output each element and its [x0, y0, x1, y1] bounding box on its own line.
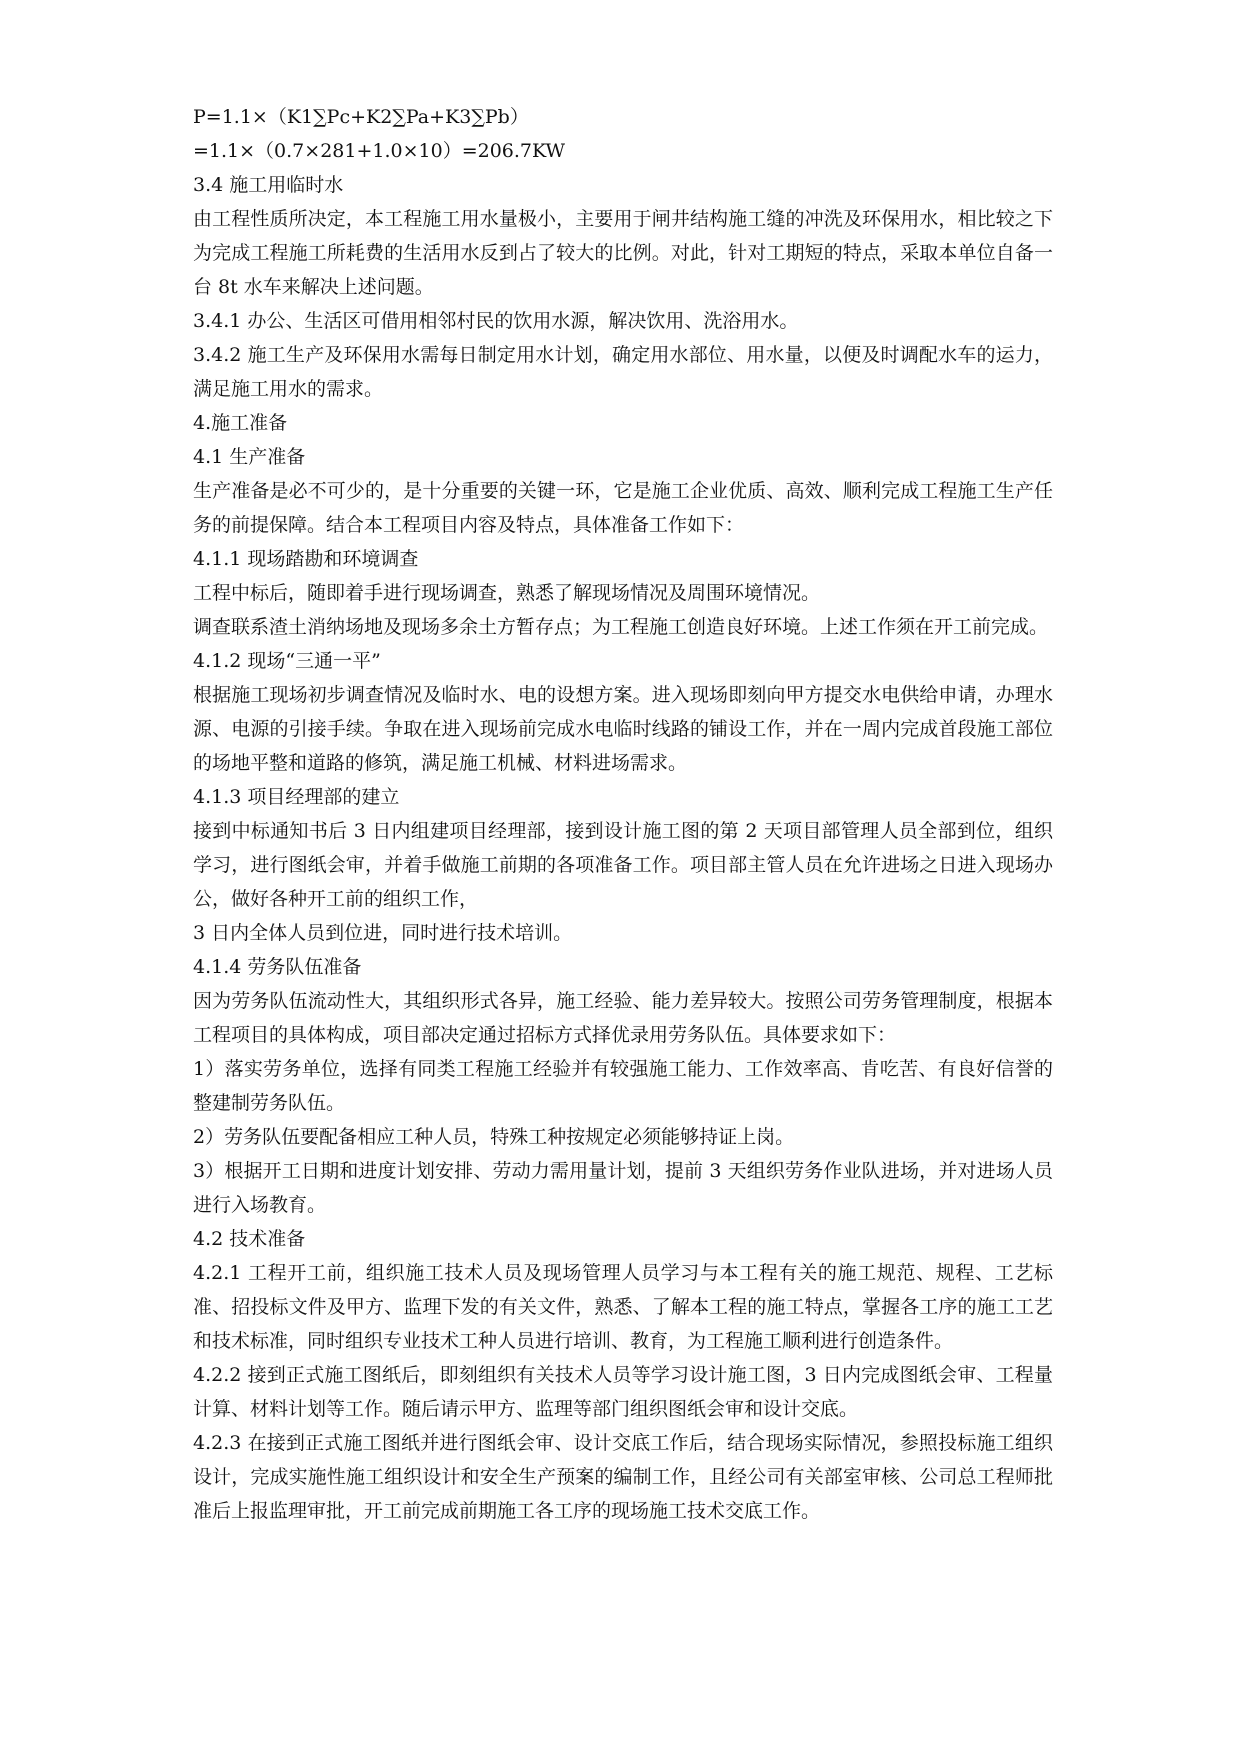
paragraph-site-survey-2: 调查联系渣土消纳场地及现场多余土方暂存点；为工程施工创造良好环境。上述工作须在开工前完成。 — [193, 616, 1049, 638]
formula-line-2: =1.1×（0.7×281+1.0×10）=206.7KW — [193, 140, 566, 162]
section-heading-4-1-3: 4.1.3 项目经理部的建立 — [193, 786, 400, 808]
section-heading-4: 4.施工准备 — [193, 412, 288, 434]
paragraph-labor-team: 因为劳务队伍流动性大，其组织形式各异，施工经验、能力差异较大。按照公司劳务管理制度，根据本工程项目的具体构成，项目部决定通过招标方式择优录用劳务队伍。具体要求如下： — [193, 990, 1053, 1046]
paragraph-water-intro: 由工程性质所决定，本工程施工用水量极小，主要用于闸井结构施工缝的冲洗及环保用水，相比较之下为完成工程施工所耗费的生活用水反到占了较大的比例。对此，针对工期短的特点，采取本单位自备一台 8t 水车来解决上述问题。 — [193, 208, 1053, 298]
section-heading-3-4: 3.4 施工用临时水 — [193, 174, 344, 196]
paragraph-project-dept: 接到中标通知书后 3 日内组建项目经理部，接到设计施工图的第 2 天项目部管理人员全部到位，组织学习，进行图纸会审，并着手做施工前期的各项准备工作。项目部主管人员在允许进场之日进入现场办公，做好各种开工前的组织工作， — [193, 820, 1053, 910]
document-page — [193, 100, 1053, 1528]
paragraph-4-2-3: 4.2.3 在接到正式施工图纸并进行图纸会审、设计交底工作后，结合现场实际情况，参照投标施工组织设计，完成实施性施工组织设计和安全生产预案的编制工作，且经公司有关部室审核、公司总工程师批准后上报监理审批，开工前完成前期施工各工序的现场施工技术交底工作。 — [193, 1432, 1053, 1522]
section-heading-4-1-1: 4.1.1 现场踏勘和环境调查 — [193, 548, 419, 570]
list-item-1: 1）落实劳务单位，选择有同类工程施工经验并有较强施工能力、工作效率高、肯吃苦、有良好信誉的整建制劳务队伍。 — [193, 1058, 1053, 1114]
section-heading-4-1-2: 4.1.2 现场“三通一平” — [193, 650, 381, 672]
paragraph-3-4-2: 3.4.2 施工生产及环保用水需每日制定用水计划，确定用水部位、用水量，以便及时调配水车的运力，满足施工用水的需求。 — [193, 344, 1053, 400]
paragraph-site-survey-1: 工程中标后，随即着手进行现场调查，熟悉了解现场情况及周围环境情况。 — [193, 582, 821, 604]
paragraph-production-prep: 生产准备是必不可少的，是十分重要的关键一环，它是施工企业优质、高效、顺利完成工程施工生产任务的前提保障。结合本工程项目内容及特点，具体准备工作如下： — [193, 480, 1053, 536]
formula-line-1: P=1.1×（K1∑Pc+K2∑Pa+K3∑Pb） — [193, 106, 529, 128]
paragraph-three-links: 根据施工现场初步调查情况及临时水、电的设想方案。进入现场即刻向甲方提交水电供给申请，办理水源、电源的引接手续。争取在进入现场前完成水电临时线路的铺设工作，并在一周内完成首段施工部位的场地平整和道路的修筑，满足施工机械、材料进场需求。 — [193, 684, 1053, 774]
list-item-3: 3）根据开工日期和进度计划安排、劳动力需用量计划，提前 3 天组织劳务作业队进场，并对进场人员进行入场教育。 — [193, 1160, 1053, 1216]
section-heading-4-1-4: 4.1.4 劳务队伍准备 — [193, 956, 362, 978]
paragraph-project-dept-2: 3 日内全体人员到位进，同时进行技术培训。 — [193, 922, 573, 944]
list-item-2: 2）劳务队伍要配备相应工种人员，特殊工种按规定必须能够持证上岗。 — [193, 1126, 795, 1148]
paragraph-4-2-2: 4.2.2 接到正式施工图纸后，即刻组织有关技术人员等学习设计施工图，3 日内完成图纸会审、工程量计算、材料计划等工作。随后请示甲方、监理等部门组织图纸会审和设计交底。 — [193, 1364, 1053, 1420]
paragraph-4-2-1: 4.2.1 工程开工前，组织施工技术人员及现场管理人员学习与本工程有关的施工规范、规程、工艺标准、招投标文件及甲方、监理下发的有关文件，熟悉、了解本工程的施工特点，掌握各工序的施工工艺和技术标准，同时组织专业技术工种人员进行培训、教育，为工程施工顺利进行创造条件。 — [193, 1262, 1053, 1352]
section-heading-4-2: 4.2 技术准备 — [193, 1228, 306, 1250]
paragraph-3-4-1: 3.4.1 办公、生活区可借用相邻村民的饮用水源，解决饮用、洗浴用水。 — [193, 310, 799, 332]
section-heading-4-1: 4.1 生产准备 — [193, 446, 306, 468]
